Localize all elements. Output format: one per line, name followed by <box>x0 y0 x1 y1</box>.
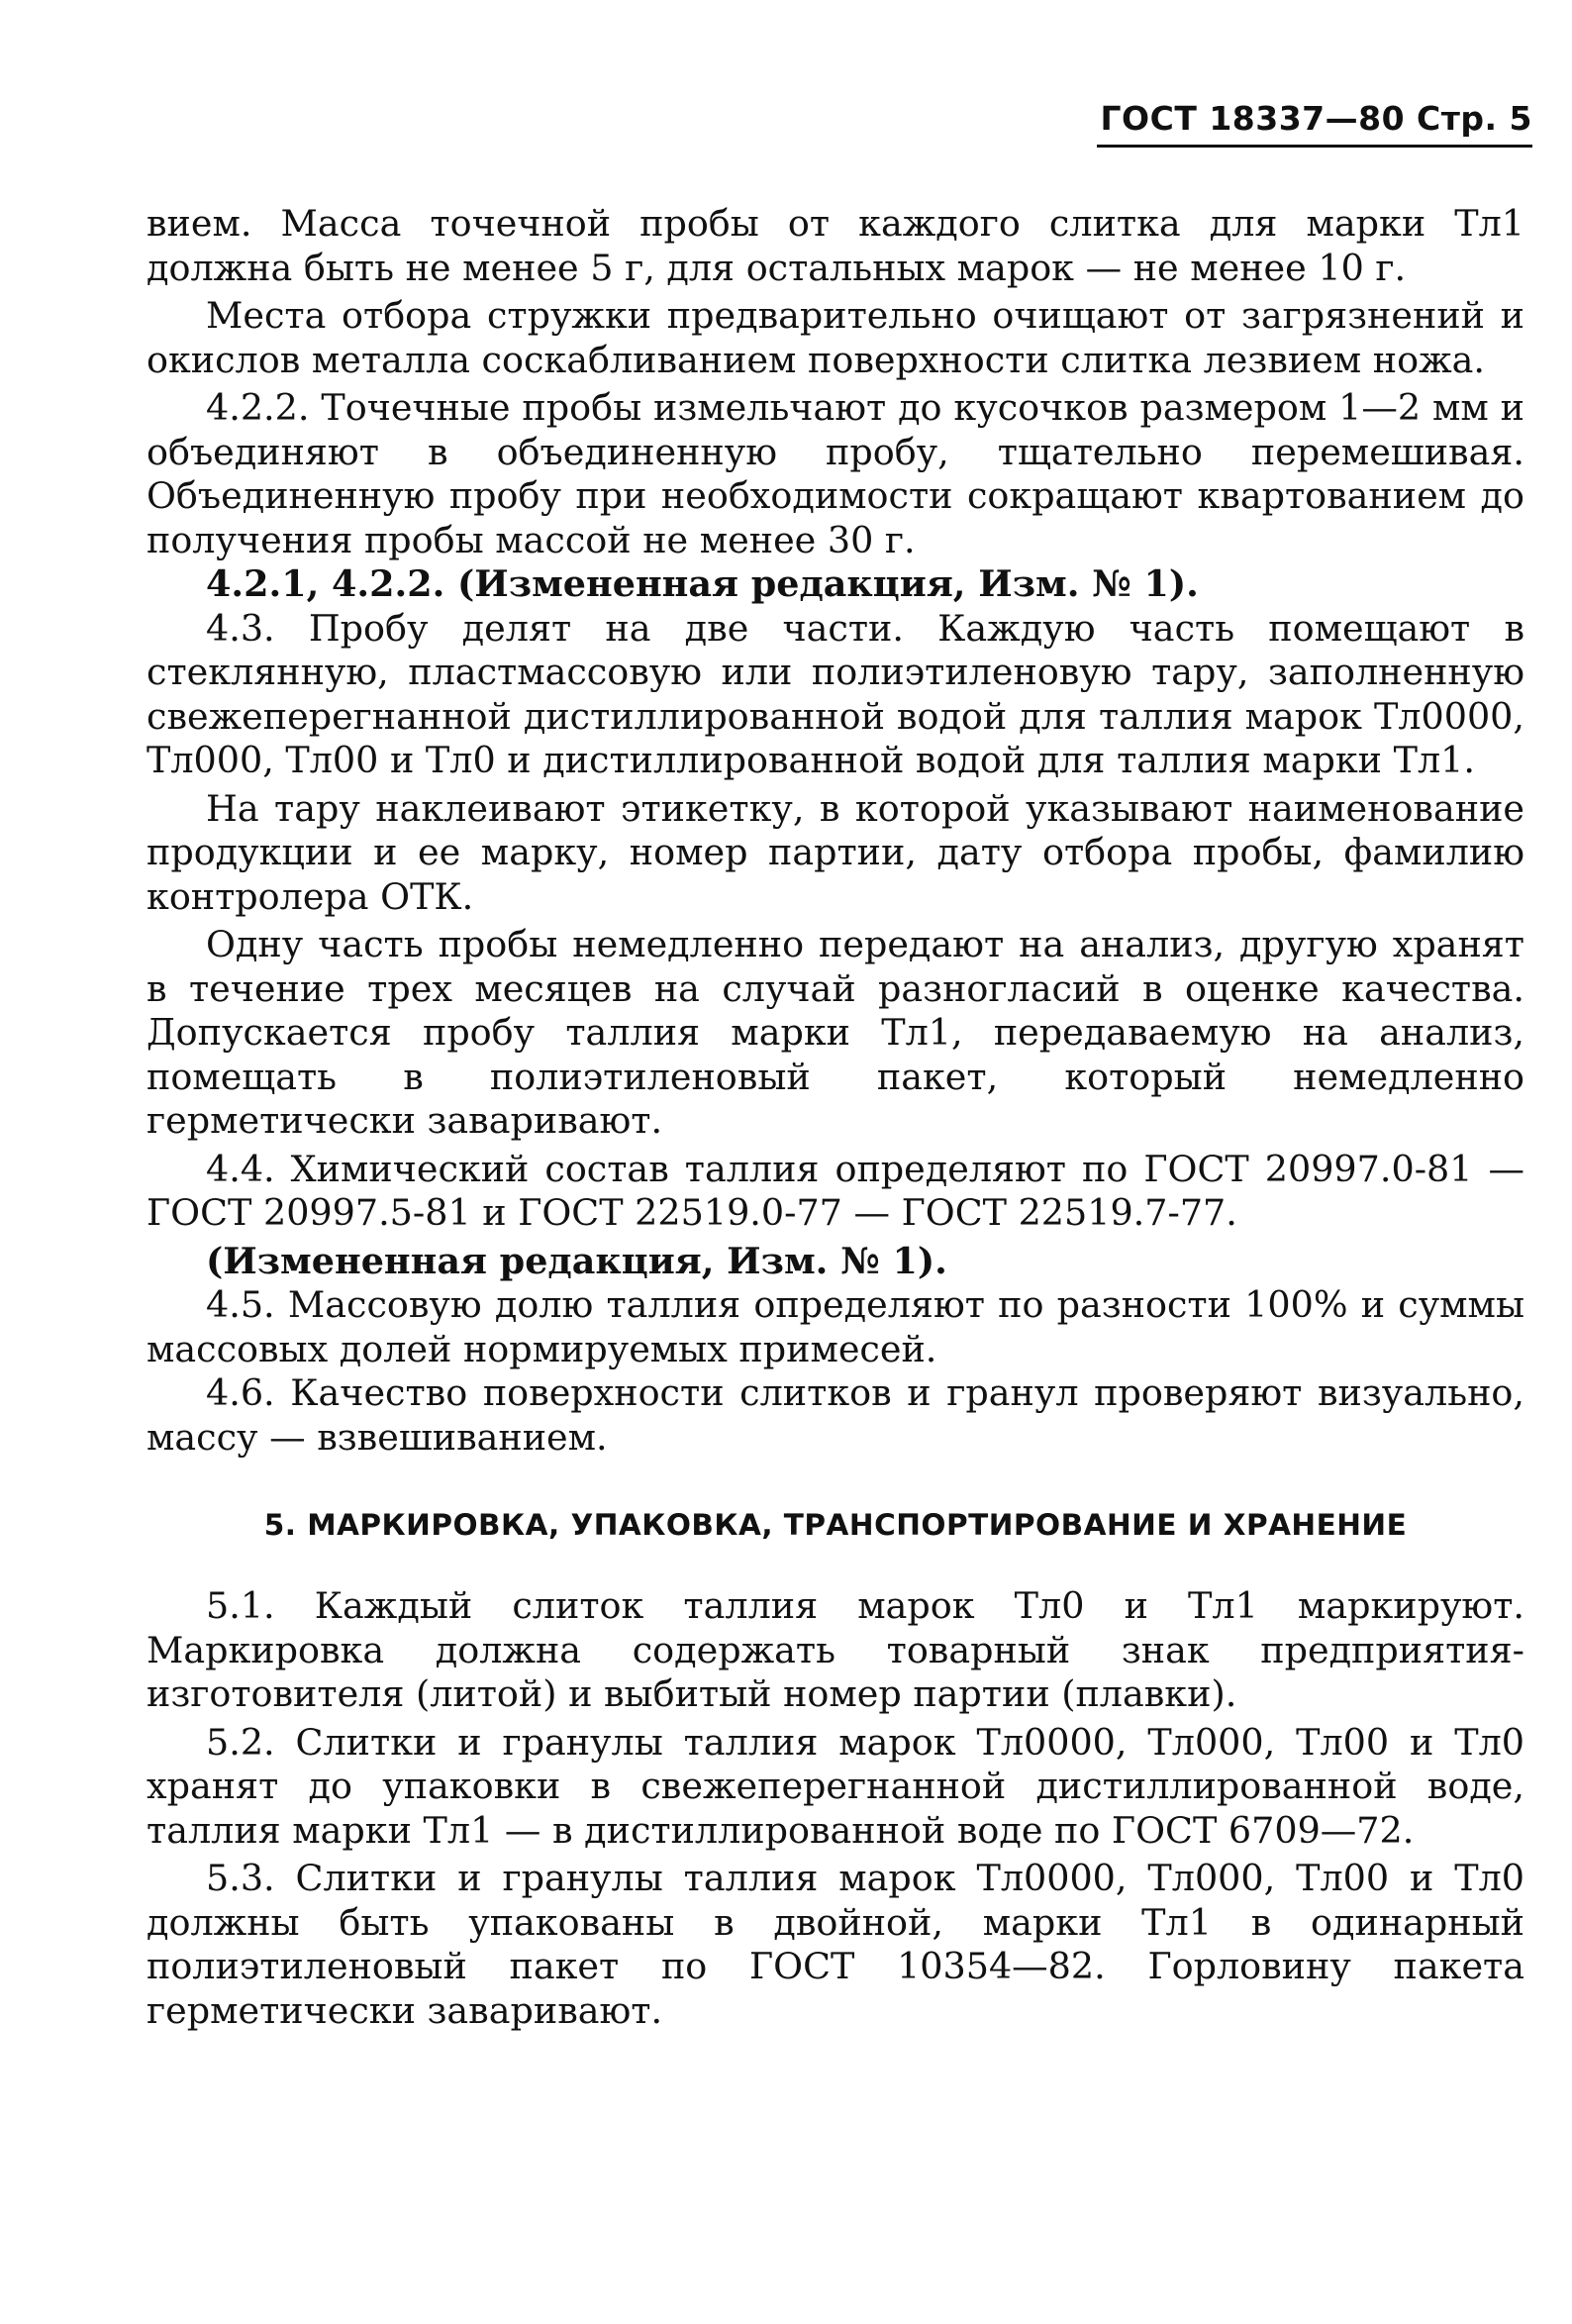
paragraph-4-4: 4.4. Химический состав таллия определяют по ГОСТ 20997.0-81 — ГОСТ 20997.5-81 и ГОСТ 22519.0-77 — ГОСТ 22519.7-77. <box>147 1147 1524 1234</box>
paragraph-4-6: 4.6. Качество поверхности слитков и гранул проверяют визуально, массу — взвешиванием. <box>147 1371 1524 1459</box>
header-rule <box>1097 145 1532 148</box>
paragraph-4-2-2: 4.2.2. Точечные пробы измельчают до кусочков размером 1—2 мм и объединяют в объединенную пробу, тщательно перемешивая. Объединенную пробу при необходимости сокращают квартованием до получения пробы массой не менее 30 г. <box>147 386 1524 561</box>
paragraph-amendment-note: 4.2.1, 4.2.2. (Измененная редакция, Изм. № 1). <box>206 562 1199 605</box>
paragraph-4-5: 4.5. Массовую долю таллия определяют по разности 100% и суммы массовых долей нормируемых примесей. <box>147 1283 1524 1370</box>
paragraph-4-3: 4.3. Пробу делят на две части. Каждую часть помещают в стеклянную, пластмассовую или полиэтиленовую тару, заполненную свежеперегнанной дистиллированной водой для таллия марок Тл0000, Тл000, Тл00 и Тл0 и дистиллированной водой для таллия марки Тл1. <box>147 606 1524 781</box>
paragraph-sample-storage: Одну часть пробы немедленно передают на анализ, другую хранят в течение трех месяцев на случай разногласий в оценке качества. Допускается пробу таллия марки Тл1, передаваемую на анализ, помещать в полиэтиленовый пакет, который немедленно герметически заваривают. <box>147 923 1524 1142</box>
paragraph-continuation: вием. Масса точечной пробы от каждого слитка для марки Тл1 должна быть не менее 5 г, для остальных марок — не менее 10 г. <box>147 202 1524 289</box>
paragraph-5-1: 5.1. Каждый слиток таллия марок Тл0 и Тл1 маркируют. Маркировка должна содержать товарный знак предприятия-изготовителя (литой) и выбитый номер партии (плавки). <box>147 1584 1524 1715</box>
page-header: ГОСТ 18337—80 Стр. 5 <box>1100 99 1532 138</box>
paragraph-sampling-place: Места отбора стружки предварительно очищают от загрязнений и окислов металла соскабливанием поверхности слитка лезвием ножа. <box>147 294 1524 381</box>
paragraph-amendment-note-2: (Измененная редакция, Изм. № 1). <box>206 1239 947 1282</box>
paragraph-5-2: 5.2. Слитки и гранулы таллия марок Тл0000, Тл000, Тл00 и Тл0 хранят до упаковки в свежеперегнанной дистиллированной воде, таллия марки Тл1 — в дистиллированной воде по ГОСТ 6709—72. <box>147 1720 1524 1852</box>
paragraph-label: На тару наклеивают этикетку, в которой указывают наименование продукции и ее марку, номер партии, дату отбора пробы, фамилию контролера ОТК. <box>147 786 1524 918</box>
paragraph-5-3: 5.3. Слитки и гранулы таллия марок Тл0000, Тл000, Тл00 и Тл0 должны быть упакованы в двойной, марки Тл1 в одинарный полиэтиленовый пакет по ГОСТ 10354—82. Горловину пакета герметически заваривают. <box>147 1857 1524 2032</box>
document-body <box>147 202 1524 2033</box>
section-5-title: 5. МАРКИРОВКА, УПАКОВКА, ТРАНСПОРТИРОВАНИЕ И ХРАНЕНИЕ <box>263 1508 1408 1542</box>
